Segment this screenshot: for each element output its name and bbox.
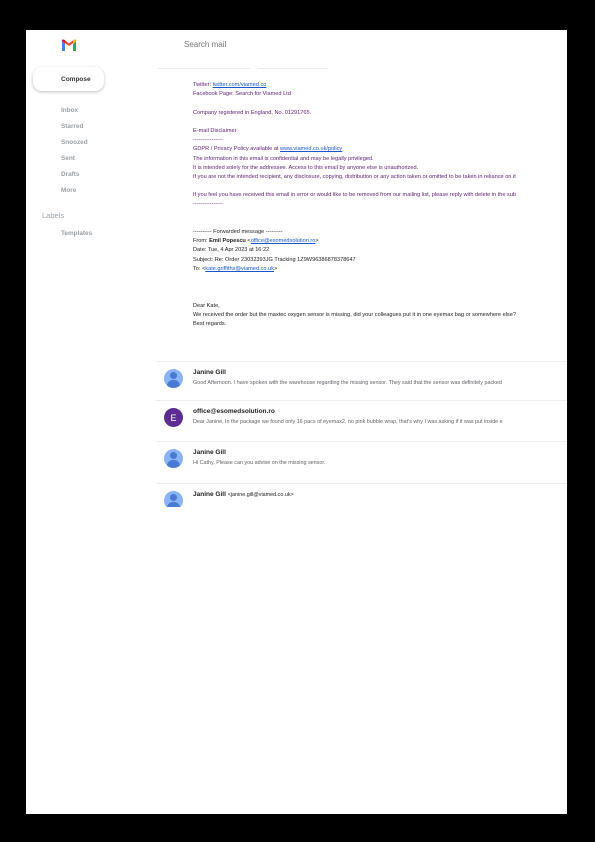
confidential-line: The information in this email is confidential and may be legally privileged. xyxy=(193,155,374,162)
gmail-logo-icon[interactable] xyxy=(61,39,77,51)
twitter-line xyxy=(193,81,567,90)
thread-message[interactable] xyxy=(156,400,567,441)
to-close: > xyxy=(274,265,278,272)
forwarded-to xyxy=(193,265,567,274)
sidebar-item-drafts[interactable]: Drafts xyxy=(61,171,80,178)
person-avatar-icon xyxy=(164,369,183,388)
twitter-label: Twitter: xyxy=(193,82,213,88)
from-name: Emil Popescu xyxy=(209,238,246,245)
message-snippet: Dear Janine, In the package we found only 16 pacs of eyemax2, no pink bubble wrap, that's why I was asking if it was put inside e xyxy=(193,419,503,425)
from-label: From: xyxy=(193,238,210,245)
thread-message[interactable] xyxy=(156,361,567,400)
message-text: We received the order but the maxtec oxygen sensor is missing, did your colleagues put it in one eyemax bag or somewhere else? xyxy=(193,311,516,318)
message-body xyxy=(193,81,567,329)
forwarded-header: ---------- Forwarded message --------- xyxy=(193,229,283,235)
sidebar-item-snoozed[interactable]: Snoozed xyxy=(61,139,88,146)
to-label: To: < xyxy=(193,265,206,272)
separator: ---------------- xyxy=(193,137,223,144)
sender-name: Janine Gill xyxy=(193,449,226,456)
to-email-link[interactable]: kate.griffiths@viamed.co.uk xyxy=(205,265,274,272)
gdpr-link[interactable]: www.viamed.co.uk/policy xyxy=(280,146,343,153)
gdpr-line xyxy=(193,145,567,154)
message-snippet: Hi Cathy, Please can you advise on the missing sensor. xyxy=(193,460,326,466)
signoff: Best regards. xyxy=(193,320,227,327)
sender-name: Janine Gill xyxy=(193,369,226,376)
labels-heading: Labels xyxy=(42,211,65,220)
sidebar-nav xyxy=(61,103,88,199)
search-input[interactable]: Search mail xyxy=(184,40,227,49)
separator: ---------------- xyxy=(193,201,223,208)
letter-avatar: E xyxy=(164,408,183,427)
sidebar-item-starred[interactable]: Starred xyxy=(61,123,84,130)
forwarded-from: From: Emil Popescu <office@esomedsolution.ro> xyxy=(193,238,319,245)
gmail-window xyxy=(26,30,567,814)
sender-name: office@esomedsolution.ro xyxy=(193,408,275,415)
twitter-link[interactable]: twitter.com/viamed.co xyxy=(212,82,267,88)
sender-name xyxy=(193,491,294,498)
divider xyxy=(158,68,250,69)
person-avatar-icon xyxy=(164,449,183,468)
confidential-line: It is intended solely for the addressee. Access to this email by anyone else is unauthorized. xyxy=(193,164,419,171)
thread-message[interactable] xyxy=(156,483,567,507)
sidebar-item-templates[interactable]: Templates xyxy=(61,230,93,237)
disclaimer-title: E-mail Disclaimer xyxy=(193,127,237,134)
sidebar-item-inbox[interactable]: Inbox xyxy=(61,107,79,114)
removal-line: If you feel you have received this email in error or would like to be removed from our mailing list, please reply with delete in the sub xyxy=(193,192,517,199)
sidebar-item-more[interactable]: More xyxy=(61,187,77,194)
sidebar-item-sent[interactable]: Sent xyxy=(61,155,75,162)
forwarded-date: Date: Tue, 4 Apr 2023 at 16:22 xyxy=(193,247,270,254)
sender-name-text: Janine Gill xyxy=(193,491,226,498)
greeting: Dear Kate, xyxy=(193,302,220,309)
facebook-line: Facebook Page: Search for Viamed Ltd xyxy=(193,91,291,98)
message-snippet: Good Afternoon. I have spoken with the warehouse regarding the missing sensor. They said that the sensor was definitely packed xyxy=(193,380,502,386)
from-email-link[interactable]: office@esomedsolution.ro xyxy=(250,238,316,245)
company-line: Company registered in England, No. 01291765. xyxy=(193,109,312,116)
compose-button[interactable]: Compose xyxy=(33,67,104,91)
thread-message[interactable] xyxy=(156,441,567,483)
forwarded-subject: Subject: Re: Order 23032393JG Tracking 1Z9W96386878378647 xyxy=(193,256,356,263)
sender-email: <janine.gill@viamed.co.uk> xyxy=(227,492,294,498)
gdpr-label: GDPR / Privacy Policy available at xyxy=(193,146,281,153)
confidential-line: If you are not the intended recipient, any disclosure, copying, distribution or any action taken or omitted to be taken in reliance on it xyxy=(193,173,516,180)
person-avatar-icon xyxy=(164,491,183,507)
divider xyxy=(258,68,328,69)
